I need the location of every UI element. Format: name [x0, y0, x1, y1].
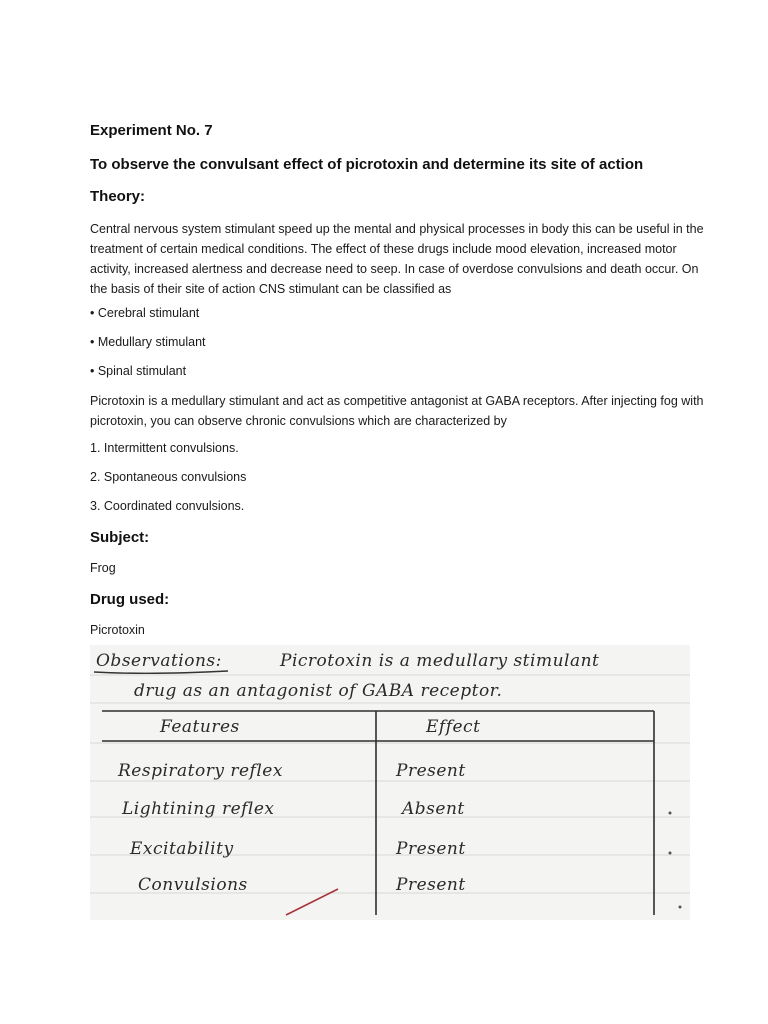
theory-heading: Theory: [90, 188, 146, 205]
picrotoxin-paragraph: Picrotoxin is a medullary stimulant and act as competitive antagonist at GABA receptors. After injecting fog with picrotoxin, you can observe chronic convulsions which are characterized by [90, 394, 704, 428]
row-feature: Convulsions [138, 875, 248, 895]
column-effect: Effect [426, 717, 481, 737]
row-effect: Absent [402, 799, 465, 819]
drug-used-value: Picrotoxin [90, 623, 145, 637]
numbered-item-2: 2. Spontaneous convulsions [90, 470, 247, 484]
numbered-item-1: 1. Intermittent convulsions. [90, 441, 239, 455]
row-feature: Lightining reflex [122, 799, 275, 819]
observations-label: Observations: [96, 651, 222, 671]
row-effect: Present [396, 839, 466, 859]
row-feature: Respiratory reflex [118, 761, 283, 781]
aim-heading: To observe the convulsant effect of picrotoxin and determine its site of action [90, 156, 644, 173]
experiment-title: Experiment No. 7 [90, 122, 213, 139]
observation-line-2: drug as an antagonist of GABA receptor. [134, 681, 503, 701]
subject-value: Frog [90, 561, 116, 575]
row-effect: Present [396, 761, 466, 781]
bullet-cerebral: • Cerebral stimulant [90, 306, 200, 320]
handwritten-observation-image [90, 645, 690, 920]
column-features: Features [160, 717, 240, 737]
drug-used-heading: Drug used: [90, 591, 170, 608]
subject-heading: Subject: [90, 529, 150, 546]
row-effect: Present [396, 875, 466, 895]
theory-paragraph: Central nervous system stimulant speed up the mental and physical processes in body this can be useful in the treatment of certain medical conditions. The effect of these drugs include mood elevation, increased motor activity, increased alertness and decrease need to seep. In case of overdose convulsions and death occur. On the basis of their site of action CNS stimulant can be classified as [90, 222, 704, 296]
bullet-spinal: • Spinal stimulant [90, 364, 187, 378]
numbered-item-3: 3. Coordinated convulsions. [90, 499, 245, 513]
bullet-medullary: • Medullary stimulant [90, 335, 206, 349]
row-feature: Excitability [130, 839, 234, 859]
observation-line-1: Picrotoxin is a medullary stimulant [280, 651, 600, 671]
